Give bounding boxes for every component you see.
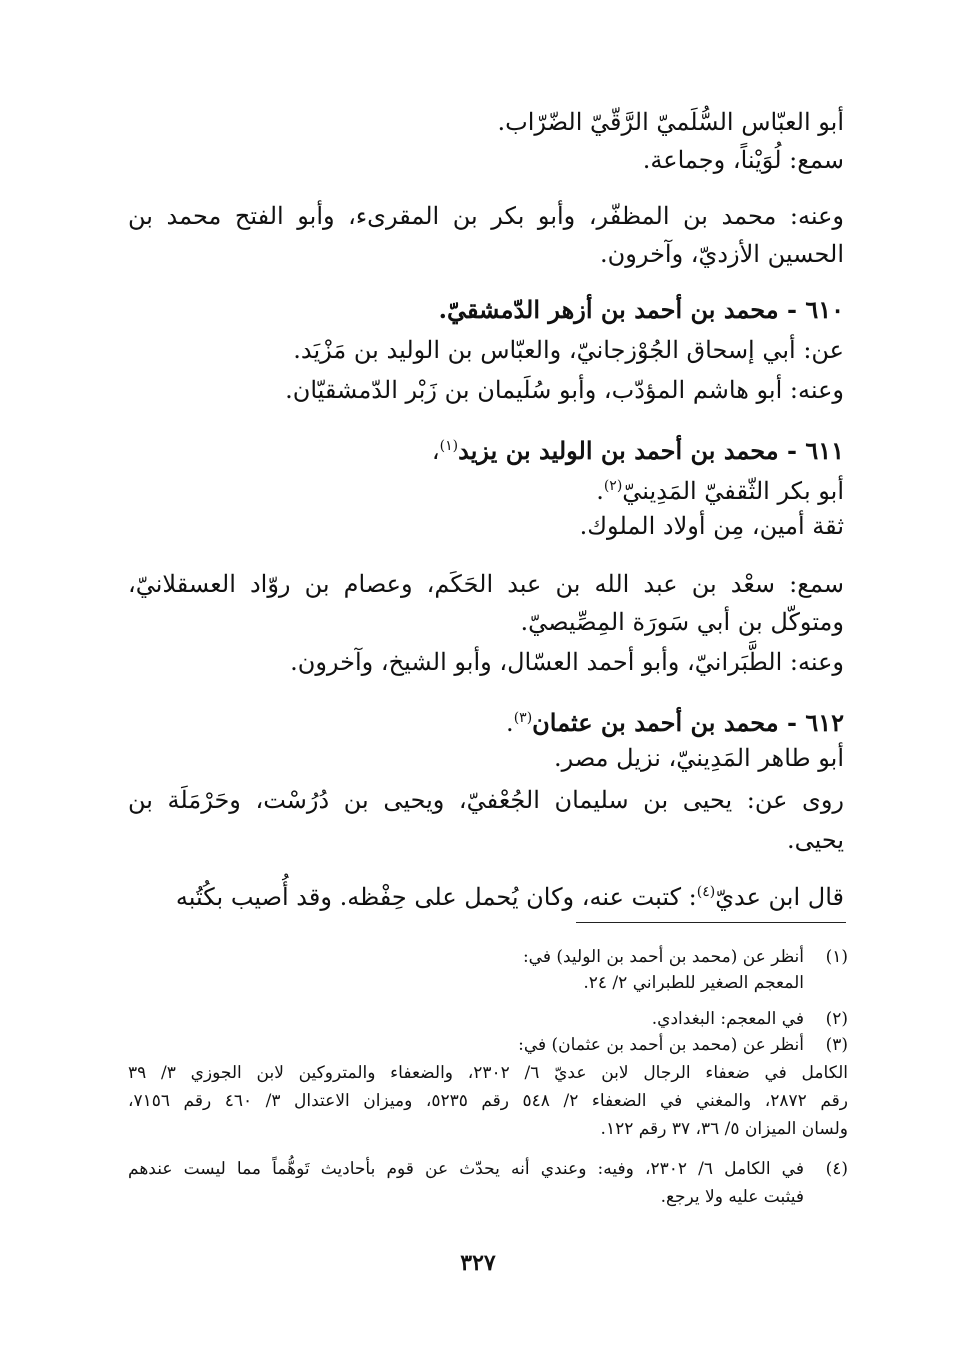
entry-610-title: ٦١٠ - محمد بن أحمد بن أزهر الدّمشقيّ. (438, 295, 844, 324)
entry-610-students: وعنه: أبو هاشم المؤدّب، وأبو سُلَيمان بن زَبْر الدّمشقيّان. (285, 376, 844, 404)
entry-612-narrated-line1: روى عن: يحيى بن سليمان الجُعْفيّ، ويحيى بن دُرُسْت، وحَرْمَلَة بن (128, 786, 844, 814)
entry-611-teachers-line2: ومتوكّل بن أبي سَورَة المِصِّيصيّ. (520, 608, 844, 636)
footnote-4-number: (٤) (825, 1159, 848, 1179)
footnote-4 (128, 1156, 848, 1212)
entry-612-title (506, 700, 844, 741)
footnote-1-line2: المعجم الصغير للطبراني ٢/ ٢٤. (583, 973, 804, 993)
footnote-4-line1: في الكامل ٦/ ٢٣٠٢، وفيه: وعندي أنه يحدّث عن قوم بأحاديث تَوهُّماً مما ليست عندهم (128, 1159, 804, 1179)
footnote-ref-3: (٣) (513, 710, 533, 726)
entry-611-students: وعنه: الطَّبَرانيّ، وأبو أحمد العسّال، وأبو الشيخ، وآخرون. (290, 648, 844, 676)
entry-612-title-text: ٦١٢ - محمد بن أحمد بن عثمان (532, 708, 844, 737)
entry-610-teachers: عن: أبي إسحاق الجُوْزجانيّ، والعبّاس بن الوليد بن مَزْيَد. (293, 336, 844, 364)
entry-609-teachers: سمع: لُوَيْناً، وجماعة. (642, 146, 844, 174)
entry-609-kunya: أبو العبّاس السُّلَميّ الرَّقّيّ الضّرّاب. (497, 108, 844, 136)
footnote-separator (576, 922, 846, 923)
footnote-2 (128, 1006, 848, 1032)
footnote-3 (128, 1032, 848, 1142)
footnote-1-number: (١) (825, 947, 848, 967)
entry-611-kunya (596, 468, 844, 509)
page-number: ٣٢٧ (460, 1250, 496, 1276)
footnote-4-line2: فيثبت عليه ولا يرجع. (660, 1187, 804, 1207)
footnote-2-text: في المعجم: البغدادي. (651, 1009, 804, 1029)
footnote-3-line1: أنظر عن (محمد بن أحمد بن عثمان) في: (518, 1035, 804, 1055)
entry-612-kunya: أبو طاهر المَدِينيّ، نزيل مصر. (553, 744, 844, 772)
footnote-2-number: (٢) (825, 1009, 848, 1029)
footnote-3-line3: رقم ٢٨٧٢، والمغني في الضعفاء ٢/ ٥٤٨ رقم ٥٢٣٥، وميزان الاعتدال ٣/ ٤٦٠ رقم ٧١٥٦، (128, 1091, 848, 1111)
entry-609-students-line1: وعنه: محمد بن المظفّر، وأبو بكر بن المقرىء، وأبو الفتح محمد بن (128, 202, 844, 230)
entry-609-students-line2: الحسين الأزديّ، وآخرون. (600, 240, 844, 268)
footnote-1 (128, 944, 848, 996)
footnote-ref-4: (٤) (696, 884, 716, 900)
footnote-ref-1: (١) (439, 438, 459, 454)
entry-611-teachers-line1: سمع: سعْد بن عبد الله بن عبد الحَكَم، وعصام بن روّاد العسقلانيّ، (128, 570, 844, 598)
entry-611-kunya-text: أبو بكر الثّقفيّ المَدِينيّ (622, 477, 844, 505)
entry-611-kunya-punct: . (596, 477, 604, 505)
entry-611-status: ثقة أمين، مِن أولاد الملوك. (579, 512, 844, 540)
footnote-1-line1: أنظر عن (محمد بن أحمد بن الوليد) في: (522, 947, 804, 967)
quote-intro: قال ابن عديّ (715, 883, 844, 911)
entry-611-title-punct: ، (431, 437, 440, 465)
entry-612-ibn-adi-quote (176, 874, 844, 915)
entry-611-title-text: ٦١١ - محمد بن أحمد بن الوليد بن يزيد (458, 436, 844, 465)
quote-text: : كتبت عنه، وكان يُحمل على حِفْظه. وقد أُصيب بكُتُبه (175, 883, 697, 911)
footnote-3-line4: ولسان الميزان ٥/ ٣٦، ٣٧ رقم ١٢٢. (600, 1119, 848, 1139)
entry-612-title-punct: . (506, 709, 514, 737)
entry-611-title (432, 428, 844, 469)
footnote-3-line2: الكامل في ضعفاء الرجال لابن عديّ ٦/ ٢٣٠٢، والضعفاء والمتروكين لابن الجوزي ٣/ ٣٩ (128, 1063, 848, 1083)
entry-612-narrated-line2: يحيى. (786, 826, 844, 854)
footnote-3-number: (٣) (825, 1035, 848, 1055)
footnote-ref-2: (٢) (603, 478, 623, 494)
